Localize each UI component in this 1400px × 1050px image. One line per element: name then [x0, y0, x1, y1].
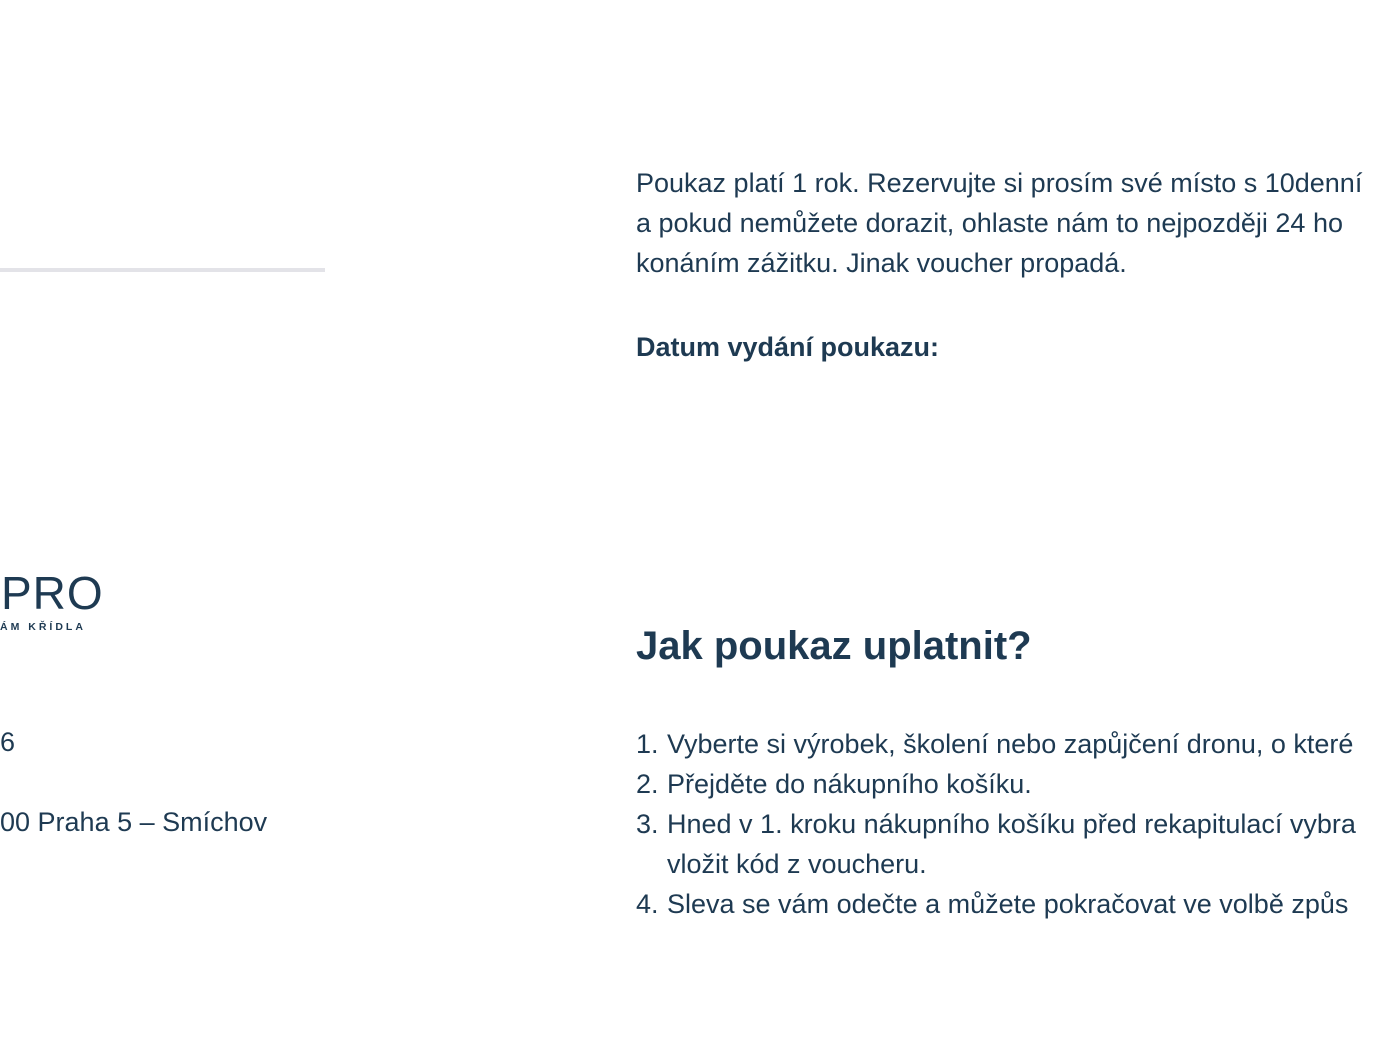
redeem-step-2-text-wrap: [667, 764, 1032, 804]
redeem-step-1-text-wrap: [667, 724, 1353, 764]
brand-logo-text: PRO: [1, 567, 104, 619]
validity-paragraph: [636, 163, 1362, 283]
redeem-heading: Jak poukaz uplatnit?: [636, 624, 1032, 668]
redeem-step-2-text: Přejděte do nákupního košíku.: [667, 769, 1032, 799]
redeem-steps-list: [636, 724, 1356, 924]
redeem-step-2: [636, 764, 1356, 804]
redeem-step-4: [636, 884, 1356, 924]
redeem-step-3-text-wrap: [667, 804, 1356, 884]
redeem-step-1: [636, 724, 1356, 764]
redeem-step-2-number: 2.: [636, 769, 659, 799]
redeem-step-3: [636, 804, 1356, 884]
company-info-line-1: 6: [0, 727, 16, 757]
redeem-step-1-number: 1.: [636, 729, 659, 759]
redeem-step-3-text-line-1: Hned v 1. kroku nákupního košíku před rekapitulací vybra: [667, 809, 1356, 839]
brand-logo-tagline: ÁM KŘÍDLA: [0, 621, 86, 633]
issue-date-label: Datum vydání poukazu:: [636, 332, 940, 362]
redeem-step-4-number: 4.: [636, 889, 659, 919]
redeem-step-1-text: Vyberte si výrobek, školení nebo zapůjčení dronu, o které: [667, 729, 1354, 759]
redeem-step-3-text-line-2: vložit kód z voucheru.: [667, 849, 927, 879]
brand-logo: [0, 567, 104, 633]
validity-line-3: konáním zážitku. Jinak voucher propadá.: [636, 248, 1127, 278]
redeem-step-3-number: 3.: [636, 809, 659, 839]
left-column-divider: [0, 268, 325, 272]
validity-line-1: Poukaz platí 1 rok. Rezervujte si prosím své místo s 10denní: [636, 168, 1363, 198]
company-info-line-2: 00 Praha 5 – Smíchov: [0, 807, 268, 837]
validity-line-2: a pokud nemůžete dorazit, ohlaste nám to nejpozději 24 ho: [636, 208, 1343, 238]
redeem-step-4-text-wrap: [667, 884, 1348, 924]
redeem-step-4-text: Sleva se vám odečte a můžete pokračovat ve volbě způs: [667, 889, 1349, 919]
